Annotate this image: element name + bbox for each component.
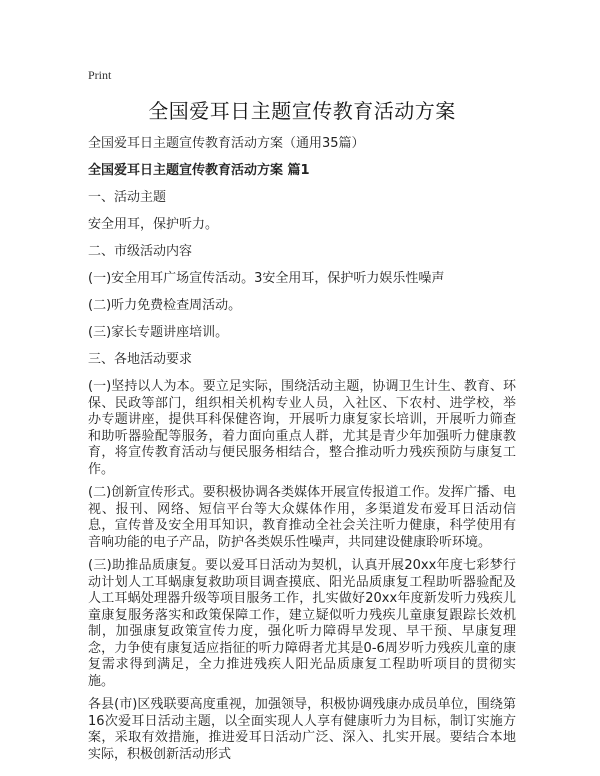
paragraph: 各县(市)区残联要高度重视，加强领导，积极协调残康办成员单位，围绕第16次爱耳日活动主题，以全面实现人人享有健康听力为目标，制订实施方案，采取有效措施，推进爱耳日活动广泛、深入、扎实开展。要结合本地实际，积极创新活动形式 xyxy=(88,697,516,762)
document-subtitle: 全国爱耳日主题宣传教育活动方案（通用35篇） xyxy=(88,136,365,151)
print-link[interactable]: Print xyxy=(88,68,112,82)
document-title: 全国爱耳日主题宣传教育活动方案 xyxy=(148,99,456,123)
paragraph: 安全用耳，保护听力。 xyxy=(88,217,219,232)
paragraph: (一)安全用耳广场宣传活动。3安全用耳，保护听力娱乐性噪声 xyxy=(88,271,445,286)
section-heading: 全国爱耳日主题宣传教育活动方案 篇1 xyxy=(88,163,310,178)
heading-city-activities: 二、市级活动内容 xyxy=(88,244,193,259)
document-page xyxy=(88,68,516,770)
paragraph: (三)家长专题讲座培训。 xyxy=(88,325,229,340)
paragraph: (二)听力免费检查周活动。 xyxy=(88,298,242,313)
heading-activity-theme: 一、活动主题 xyxy=(88,190,167,205)
paragraph: (三)助推品质康复。要以爱耳日活动为契机，认真开展20xx年度七彩梦行动计划人工耳蜗康复救助项目调查摸底、阳光品质康复工程助听器验配及人工耳蜗处理器升级等项目服务工作，扎实做好20xx年度新发听力残疾儿童康复服务落实和政策保障工作，建立疑似听力残疾儿童康复跟踪长效机制，加强康复政策宣传力度，强化听力障碍早发现、早干预、早康复理念，力争使有康复适应指征的听力障碍者尤其是0-6周岁听力残疾儿童的康复需求得到满足，全力推进残疾人阳光品质康复工程助听项目的贯彻实施。 xyxy=(88,558,516,689)
paragraph: (二)创新宣传形式。要积极协调各类媒体开展宣传报道工作。发挥广播、电视、报刊、网络、短信平台等大众媒体作用，多渠道发布爱耳日活动信息，宣传普及安全用耳知识，教育推动全社会关注听力健康，科学使用有音响功能的电子产品，防护各类娱乐性噪声，共同建设健康聆听环境。 xyxy=(88,485,516,550)
paragraph: (一)坚持以人为本。要立足实际，围绕活动主题，协调卫生计生、教育、环保、民政等部门，组织相关机构专业人员，入社区、下农村、进学校，举办专题讲座，提供耳科保健咨询，开展听力康复家长培训，开展听力筛查和助听器验配等服务，着力面向重点人群，尤其是青少年加强听力健康教育，将宣传教育活动与便民服务相结合，整合推动听力残疾预防与康复工作。 xyxy=(88,379,516,477)
heading-local-requirements: 三、各地活动要求 xyxy=(88,352,193,367)
